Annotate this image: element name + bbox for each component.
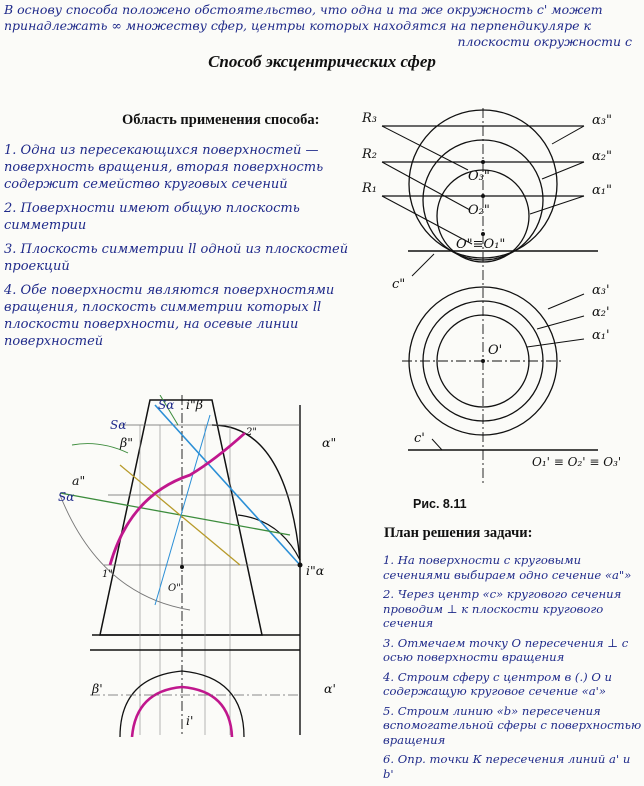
label-point-1: 1"	[102, 569, 113, 580]
label-alpha-front: α"	[322, 435, 337, 450]
label-c-top: c'	[414, 431, 425, 446]
label-alpha1-top: α₁'	[592, 328, 610, 343]
application-item-4: 4. Обе поверхности являются поверхностями вращения, плоскость симметрии которых ll плоскости поверхности, на осевые линии поверхностей	[4, 283, 335, 349]
label-s1: Sα	[158, 398, 175, 412]
application-item-2: 2. Поверхности имеют общую плоскость симметрии	[4, 201, 300, 233]
label-alpha-top: α'	[324, 681, 336, 696]
plan-step-4: 4. Строим сферу с центром в (.) О и содержащую круговое сечение «а'»	[383, 669, 613, 698]
intersection-curve	[110, 433, 245, 565]
label-alpha3-top: α₃'	[592, 283, 610, 298]
label-r2: R₂	[362, 147, 377, 162]
label-i-alpha: i"α	[306, 563, 325, 578]
label-beta-front: β"	[120, 435, 133, 450]
plan-heading: План решения задачи:	[384, 525, 533, 541]
label-i-beta: i"β	[186, 397, 203, 412]
application-item-1: 1. Одна из пересекающихся поверхностей — поверхность вращения, вторая поверхность содержит семейство круговых сечений	[4, 143, 324, 192]
application-item-3: 3. Плоскость симметрии ll одной из плоскостей проекций	[4, 242, 349, 274]
intro-note	[4, 2, 640, 50]
label-s3: Sα	[58, 490, 75, 504]
label-alpha1-front: α₁"	[592, 183, 612, 198]
label-alpha3-front: α₃"	[592, 113, 612, 128]
label-beta-top: β'	[92, 681, 103, 696]
label-o1: O"≡O₁"	[456, 237, 506, 252]
label-o-top: O'	[488, 343, 503, 358]
figure-8-11	[352, 104, 644, 496]
label-alpha2-front: α₂"	[592, 149, 612, 164]
label-point-2: 2"	[246, 427, 257, 438]
application-list	[4, 142, 374, 357]
label-a-front: a"	[72, 473, 86, 488]
intro-line-3: плоскости окружности с	[457, 34, 632, 49]
label-i-top: i'	[186, 713, 194, 728]
label-o-equal: O₁' ≡ O₂' ≡ O₃'	[532, 455, 622, 469]
label-r3: R₃	[362, 111, 377, 126]
green-line	[60, 493, 290, 535]
intro-line-2: принадлежать ∞ множеству сфер, центры которых находятся на перпендикуляре к	[4, 18, 592, 33]
label-o-front: O"	[168, 583, 181, 594]
figure-caption: Рис. 8.11	[413, 497, 467, 511]
plan-step-3: 3. Отмечаем точку О пересечения ⊥ с осью поверхности вращения	[383, 635, 629, 664]
label-c-front: c"	[392, 277, 406, 292]
blue-line	[155, 405, 300, 565]
plan-step-1: 1. На поверхности с круговыми сечениями выбираем одно сечение «а"»	[383, 553, 632, 582]
label-o3: O₃"	[468, 169, 490, 184]
label-s2: Sα	[110, 418, 127, 432]
plan-list	[383, 553, 643, 786]
application-heading: Область применения способа:	[122, 112, 320, 128]
plan-step-6: 6. Опр. точки К пересечения линий а' и b'	[383, 752, 631, 781]
intro-line-1: В основу способа положено обстоятельство, что одна и та же окружность с' может	[4, 2, 603, 17]
page-title: Способ эксцентрических сфер	[208, 52, 436, 71]
plan-step-2: 2. Через центр «с» кругового сечения проводим ⊥ к плоскости кругового сечения	[383, 587, 622, 630]
label-o2: O₂"	[468, 203, 490, 218]
construction-drawing	[0, 395, 380, 737]
label-alpha2-top: α₂'	[592, 305, 610, 320]
intersection-curve-top-view	[132, 687, 232, 737]
label-r1: R₁	[362, 181, 377, 196]
plan-step-5: 5. Строим линию «b» пересечения вспомогательной сферы с поверхностью вращения	[383, 703, 642, 747]
